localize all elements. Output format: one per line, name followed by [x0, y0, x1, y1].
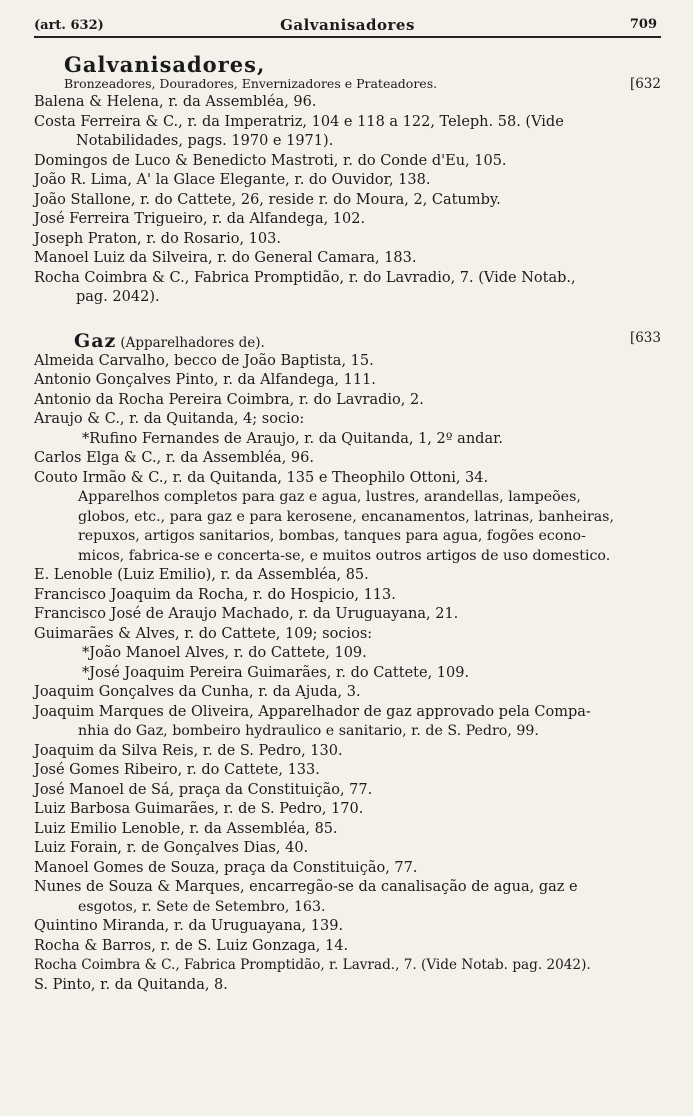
list-item-continuation: esgotos, r. Sete de Setembro, 163.: [78, 898, 326, 915]
list-item: Luiz Emilio Lenoble, r. da Assembléa, 85.: [34, 820, 338, 837]
advert-line: Apparelhos completos para gaz e agua, lustres, arandellas, lampeões,: [78, 489, 581, 505]
list-item: Joseph Praton, r. do Rosario, 103.: [34, 230, 281, 247]
partner-item: *João Manoel Alves, r. do Cattete, 109.: [82, 645, 367, 661]
section-number: [633: [629, 329, 661, 346]
section-subtitle-row: [34, 76, 665, 93]
page-number: 709: [629, 17, 657, 32]
advert-line: micos, fabrica-se e concerta-se, e muitos outros artigos de uso domestico.: [78, 547, 611, 564]
list-item: Manoel Luiz da Silveira, r. do General Camara, 183.: [34, 250, 417, 266]
page-header: [34, 14, 661, 38]
list-item: Couto Irmão & C., r. da Quitanda, 135 e Theophilo Ottoni, 34.: [34, 469, 489, 486]
advert-line: globos, etc., para gaz e para kerosene, encanamentos, latrinas, banheiras,: [78, 508, 614, 525]
list-item: Antonio da Rocha Pereira Coimbra, r. do Lavradio, 2.: [34, 391, 424, 408]
list-item: Rocha Coimbra & C., Fabrica Promptidão, r. Lavrad., 7. (Vide Notab. pag. 2042).: [34, 957, 591, 973]
list-item-continuation: nhia do Gaz, bombeiro hydraulico e sanitario, r. de S. Pedro, 99.: [78, 723, 539, 739]
partner-item: *José Joaquim Pereira Guimarães, r. do Cattete, 109.: [82, 664, 470, 681]
list-item: José Ferreira Trigueiro, r. da Alfandega, 102.: [34, 211, 366, 227]
article-ref: (art. 632): [34, 18, 104, 33]
list-item: Francisco Joaquim da Rocha, r. do Hospicio, 113.: [34, 586, 396, 603]
list-item: E. Lenoble (Luiz Emilio), r. da Assembléa, 85.: [34, 567, 369, 583]
list-item: Domingos de Luco & Benedicto Mastroti, r. do Conde d'Eu, 105.: [34, 152, 507, 169]
section-title: Galvanisadores,: [64, 52, 266, 77]
section-subtitle: Bronzeadores, Douradores, Envernizadores e Prateadores.: [64, 76, 438, 91]
list-item: Luiz Barbosa Guimarães, r. de S. Pedro, 170.: [34, 801, 364, 817]
section-632-heading: [34, 52, 665, 76]
list-item: S. Pinto, r. da Quitanda, 8.: [34, 976, 228, 993]
list-item: Quintino Miranda, r. da Uruguayana, 139.: [34, 918, 344, 934]
list-item: Almeida Carvalho, becco de João Baptista, 15.: [34, 352, 374, 369]
list-item-continuation: pag. 2042).: [76, 289, 160, 305]
page-body: [34, 52, 665, 995]
list-item: Manoel Gomes de Souza, praça da Constituição, 77.: [34, 859, 418, 876]
list-item: Rocha & Barros, r. de S. Luiz Gonzaga, 14.: [34, 937, 349, 954]
list-item: Costa Ferreira & C., r. da Imperatriz, 104 e 118 a 122, Teleph. 58. (Vide: [34, 113, 564, 130]
list-item: Carlos Elga & C., r. da Assembléa, 96.: [34, 450, 314, 466]
list-item: Francisco José de Araujo Machado, r. da Uruguayana, 21.: [34, 606, 459, 622]
section-633-heading: [34, 330, 665, 352]
list-item: Rocha Coimbra & C., Fabrica Promptidão, r. do Lavradio, 7. (Vide Notab.,: [34, 269, 576, 286]
list-item: Luiz Forain, r. de Gonçalves Dias, 40.: [34, 840, 309, 856]
list-item: Joaquim Gonçalves da Cunha, r. da Ajuda, 3.: [34, 684, 361, 700]
list-item: José Manoel de Sá, praça da Constituição, 77.: [34, 781, 373, 798]
section-title: Gaz: [74, 329, 117, 352]
list-item: Antonio Gonçalves Pinto, r. da Alfandega, 111.: [34, 372, 376, 388]
list-item: Araujo & C., r. da Quitanda, 4; socio:: [34, 411, 305, 427]
partner-item: *Rufino Fernandes de Araujo, r. da Quitanda, 1, 2º andar.: [82, 430, 504, 447]
section-number: [632: [629, 76, 661, 92]
list-item-continuation: Notabilidades, pags. 1970 e 1971).: [76, 133, 334, 149]
list-item: João Stallone, r. do Cattete, 26, reside r. do Moura, 2, Catumby.: [34, 191, 501, 208]
list-item: Balena & Helena, r. da Assembléa, 96.: [34, 94, 317, 110]
list-item: Joaquim da Silva Reis, r. de S. Pedro, 130.: [34, 742, 343, 759]
advert-line: repuxos, artigos sanitarios, bombas, tanques para agua, fogões econo-: [78, 528, 586, 544]
running-title: Galvanisadores: [280, 16, 415, 34]
section-subtitle: (Apparelhadores de).: [120, 334, 265, 351]
list-item: João R. Lima, A' la Glace Elegante, r. do Ouvidor, 138.: [34, 172, 431, 188]
list-item: José Gomes Ribeiro, r. do Cattete, 133.: [34, 762, 320, 778]
list-item: Joaquim Marques de Oliveira, Apparelhador de gaz approvado pela Compa-: [34, 703, 591, 720]
list-item: Nunes de Souza & Marques, encarregão-se da canalisação de agua, gaz e: [34, 879, 578, 895]
list-item: Guimarães & Alves, r. do Cattete, 109; socios:: [34, 625, 373, 642]
